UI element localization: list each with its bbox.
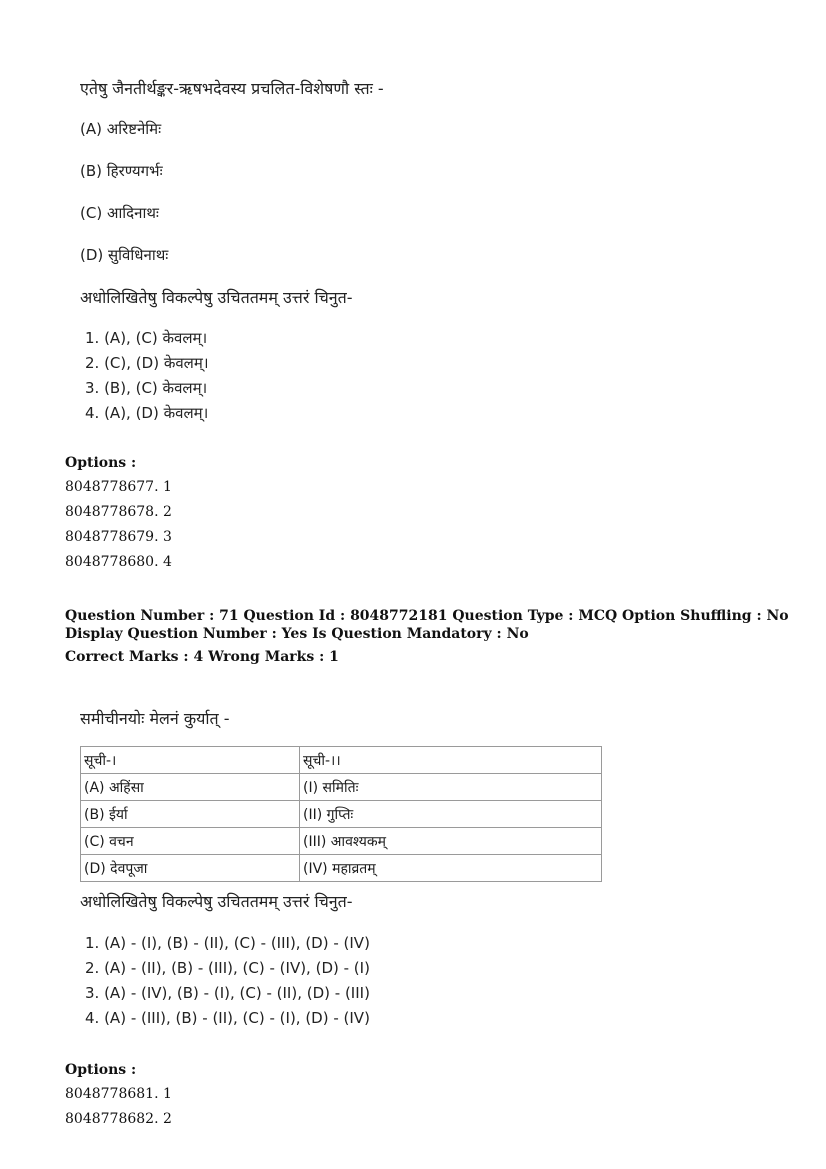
question-70-item-d: (D) सुविधिनाथः <box>80 246 169 264</box>
table-cell: (A) अहिंसा <box>81 774 300 801</box>
table-cell: (I) समितिः <box>300 774 602 801</box>
question-70-item-c: (C) आदिनाथः <box>80 204 159 222</box>
question-70-choice-1: 1. (A), (C) केवलम्। <box>85 329 208 347</box>
table-cell: (III) आवश्यकम् <box>300 828 602 855</box>
question-71-instruction: अधोलिखितेषु विकल्पेषु उचिततमम् उत्तरं चिनुत- <box>80 892 353 911</box>
question-70-option-id-3: 8048778679. 3 <box>65 529 172 545</box>
table-row <box>81 855 602 882</box>
question-71-option-id-1: 8048778681. 1 <box>65 1086 172 1102</box>
question-71-choice-4: 4. (A) - (III), (B) - (II), (C) - (I), (D) - (IV) <box>85 1009 370 1027</box>
question-71-meta-line-2: Display Question Number : Yes Is Question Mandatory : No <box>65 626 529 642</box>
table-cell: (B) ईर्या <box>81 801 300 828</box>
question-70-choice-4: 4. (A), (D) केवलम्। <box>85 404 209 422</box>
table-header-list-1: सूची-। <box>81 747 300 774</box>
table-cell: (IV) महाव्रतम् <box>300 855 602 882</box>
question-70-option-id-2: 8048778678. 2 <box>65 504 172 520</box>
question-70-option-id-4: 8048778680. 4 <box>65 554 172 570</box>
question-70-instruction: अधोलिखितेषु विकल्पेषु उचिततमम् उत्तरं चिनुत- <box>80 288 353 307</box>
match-table <box>80 746 602 882</box>
question-70-options-label: Options : <box>65 455 137 471</box>
table-header-list-2: सूची-।। <box>300 747 602 774</box>
question-71-meta-line-1: Question Number : 71 Question Id : 8048772181 Question Type : MCQ Option Shuffling : No <box>65 608 789 624</box>
question-70-item-b: (B) हिरण्यगर्भः <box>80 162 163 180</box>
question-71-choice-1: 1. (A) - (I), (B) - (II), (C) - (III), (D) - (IV) <box>85 934 370 952</box>
question-71-choice-2: 2. (A) - (II), (B) - (III), (C) - (IV), (D) - (I) <box>85 959 370 977</box>
table-row <box>81 774 602 801</box>
table-row <box>81 828 602 855</box>
question-70-choice-3: 3. (B), (C) केवलम्। <box>85 379 208 397</box>
table-header-row <box>81 747 602 774</box>
question-70-choice-2: 2. (C), (D) केवलम्। <box>85 354 209 372</box>
table-row <box>81 801 602 828</box>
question-70-item-a: (A) अरिष्टनेमिः <box>80 120 162 138</box>
table-cell: (D) देवपूजा <box>81 855 300 882</box>
question-71-options-label: Options : <box>65 1062 137 1078</box>
question-71-meta-line-3: Correct Marks : 4 Wrong Marks : 1 <box>65 649 339 665</box>
question-70-stem: एतेषु जैनतीर्थङ्कर-ऋषभदेवस्य प्रचलित-विशेषणौ स्तः - <box>80 79 384 98</box>
question-71-stem: समीचीनयोः मेलनं कुर्यात् - <box>80 709 230 728</box>
table-cell: (II) गुप्तिः <box>300 801 602 828</box>
question-70-option-id-1: 8048778677. 1 <box>65 479 172 495</box>
table-cell: (C) वचन <box>81 828 300 855</box>
question-71-option-id-2: 8048778682. 2 <box>65 1111 172 1127</box>
question-71-choice-3: 3. (A) - (IV), (B) - (I), (C) - (II), (D) - (III) <box>85 984 370 1002</box>
